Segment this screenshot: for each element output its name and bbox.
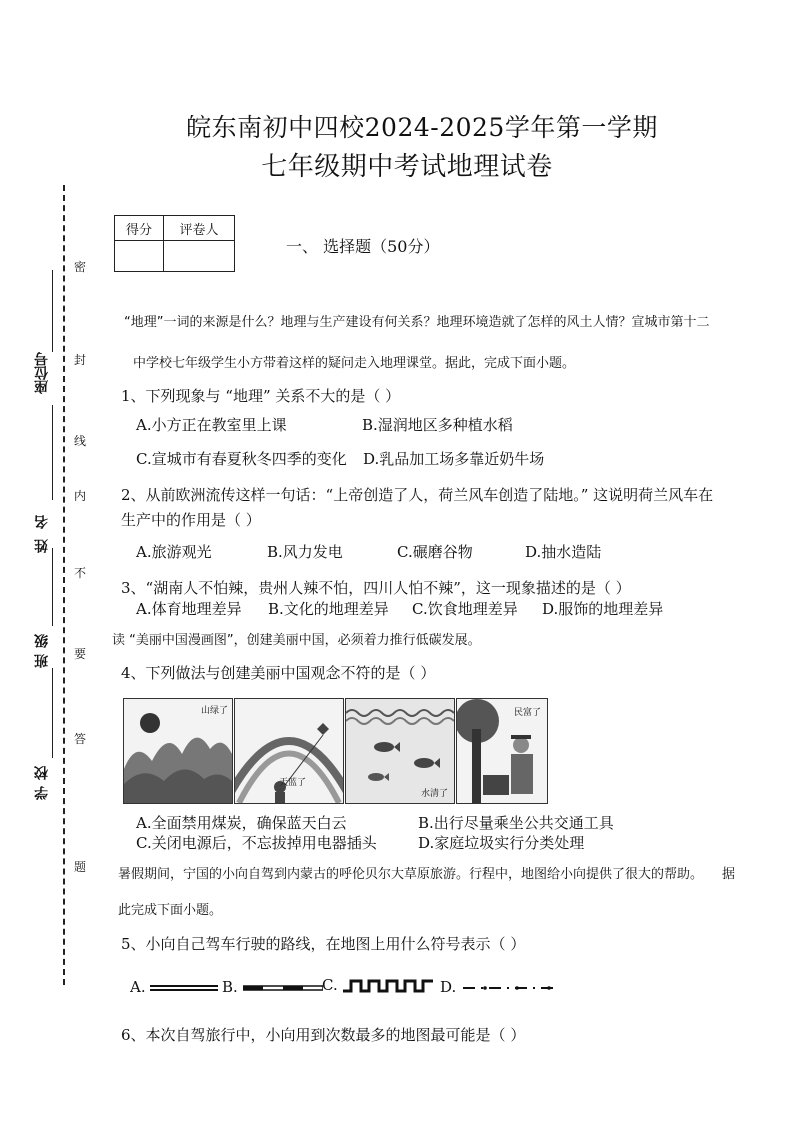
section-title: 一、 选择题（50分）: [286, 237, 440, 256]
q3-option-c[interactable]: C.饮食地理差异: [412, 600, 518, 618]
q1-option-a[interactable]: A.小方正在教室里上课: [136, 416, 287, 434]
class-label: 班级: [34, 628, 50, 668]
q3-option-b[interactable]: B.文化的地理差异: [268, 600, 389, 618]
intro-passage-2: 读 “美丽中国漫画图”，创建美丽中国，必须着力推行低碳发展。: [112, 633, 481, 648]
class-fill-line: [52, 548, 53, 626]
question-6-stem: 6、本次自驾旅行中，小向用到次数最多的地图最可能是（ ）: [121, 1026, 526, 1044]
boundary-symbol: [461, 983, 557, 993]
grader-header: 评卷人: [164, 216, 235, 241]
intro-passage-3-line1: 暑假期间，宁国的小向自驾到内蒙古的呼伦贝尔大草原旅游。行程中，地图给小向提供了很大的帮助。: [118, 867, 704, 882]
question-4-stem: 4、下列做法与创建美丽中国观念不符的是（ ）: [121, 664, 436, 682]
cartoon-panel-sky: [234, 698, 344, 804]
q1-option-b[interactable]: B.湿润地区多种植水稻: [362, 416, 513, 434]
name-label: 姓名: [34, 505, 50, 553]
q2-option-a[interactable]: A.旅游观光: [136, 543, 212, 561]
wall-symbol: [343, 979, 433, 993]
q1-option-c[interactable]: C.宣城市有春夏秋冬四季的变化: [136, 450, 347, 468]
seal-char: 封: [74, 353, 87, 367]
q5-option-c-row[interactable]: [322, 976, 433, 994]
seal-char: 密: [74, 260, 87, 274]
school-fill-line: [52, 668, 53, 758]
q2-option-d[interactable]: D.抽水造陆: [525, 543, 602, 561]
q5-option-a-row[interactable]: [130, 978, 218, 996]
seal-char: 题: [74, 860, 87, 874]
question-5-stem: 5、小向自己驾车行驶的路线，在地图上用什么符号表示（ ）: [121, 935, 526, 953]
caption-people: 民富了: [513, 708, 541, 718]
seal-char: 答: [74, 732, 87, 746]
q5-option-b-label: B.: [222, 978, 238, 996]
caption-mountains: 山绿了: [200, 706, 228, 716]
seal-char: 内: [74, 489, 87, 503]
question-3-stem: 3、“湖南人不怕辣，贵州人辣不怕，四川人怕不辣”，这一现象描述的是（ ）: [121, 579, 631, 597]
q4-option-c[interactable]: C.关闭电源后，不忘拔掉用电器插头: [136, 834, 377, 852]
q3-option-d[interactable]: D.服饰的地理差异: [542, 600, 664, 618]
grader-cell[interactable]: [164, 241, 235, 272]
score-header: 得分: [115, 216, 164, 241]
q2-option-c[interactable]: C.碾磨谷物: [397, 543, 473, 561]
q5-option-d-row[interactable]: [440, 978, 557, 996]
seat-fill-line: [52, 270, 53, 352]
intro-passage-3-tail: 据: [722, 867, 736, 882]
q2-option-b[interactable]: B.风力发电: [267, 543, 343, 561]
binding-dashed-line: [63, 185, 65, 985]
q4-option-b[interactable]: B.出行尽量乘坐公共交通工具: [418, 814, 614, 832]
exam-title-line2: 七年级期中考试地理试卷: [261, 152, 553, 182]
caption-water: 水清了: [420, 789, 448, 799]
q3-option-a[interactable]: A.体育地理差异: [136, 600, 242, 618]
intro-passage-1-line2: 中学校七年级学生小方带着这样的疑问走入地理课堂。据此，完成下面小题。: [133, 356, 576, 371]
intro-passage-3-line2: 此完成下面小题。: [118, 903, 223, 918]
intro-passage-1-line1: “地理”一词的来源是什么？地理与生产建设有何关系？地理环境造就了怎样的风土人情？宣城市第十二: [124, 315, 710, 330]
question-2-stem-line1: 2、从前欧洲流传这样一句话：“上帝创造了人，荷兰风车创造了陆地。” 这说明荷兰风车在: [121, 486, 714, 504]
cartoon-panel-people: [456, 698, 548, 804]
q5-option-a-label: A.: [130, 978, 146, 996]
seal-char: 不: [74, 566, 87, 580]
question-2-stem-line2: 生产中的作用是（ ）: [121, 511, 261, 529]
exam-title-line1: 皖东南初中四校2024-2025学年第一学期: [186, 113, 658, 142]
double-line-symbol: [150, 983, 218, 993]
name-fill-line: [52, 405, 53, 500]
q5-option-c-label: C.: [322, 976, 338, 994]
score-table: [114, 215, 235, 272]
question-1-stem: 1、下列现象与 “地理” 关系不大的是（ ）: [121, 387, 401, 405]
cartoon-panel-water: [345, 698, 455, 804]
caption-sky: 天蓝了: [279, 778, 307, 788]
q1-option-d[interactable]: D.乳品加工场多靠近奶牛场: [363, 450, 545, 468]
score-cell[interactable]: [115, 241, 164, 272]
railway-symbol: [243, 983, 323, 993]
seal-char: 要: [74, 647, 87, 661]
q4-option-a[interactable]: A.全面禁用煤炭，确保蓝天白云: [136, 814, 347, 832]
school-label: 学校: [34, 760, 50, 800]
q4-option-d[interactable]: D.家庭垃圾实行分类处理: [418, 834, 585, 852]
cartoon-panel-mountains: [123, 698, 233, 804]
seal-char: 线: [74, 434, 87, 448]
q5-option-d-label: D.: [440, 978, 457, 996]
seat-label: 座位号: [34, 352, 50, 394]
q5-option-b-row[interactable]: [222, 978, 323, 996]
